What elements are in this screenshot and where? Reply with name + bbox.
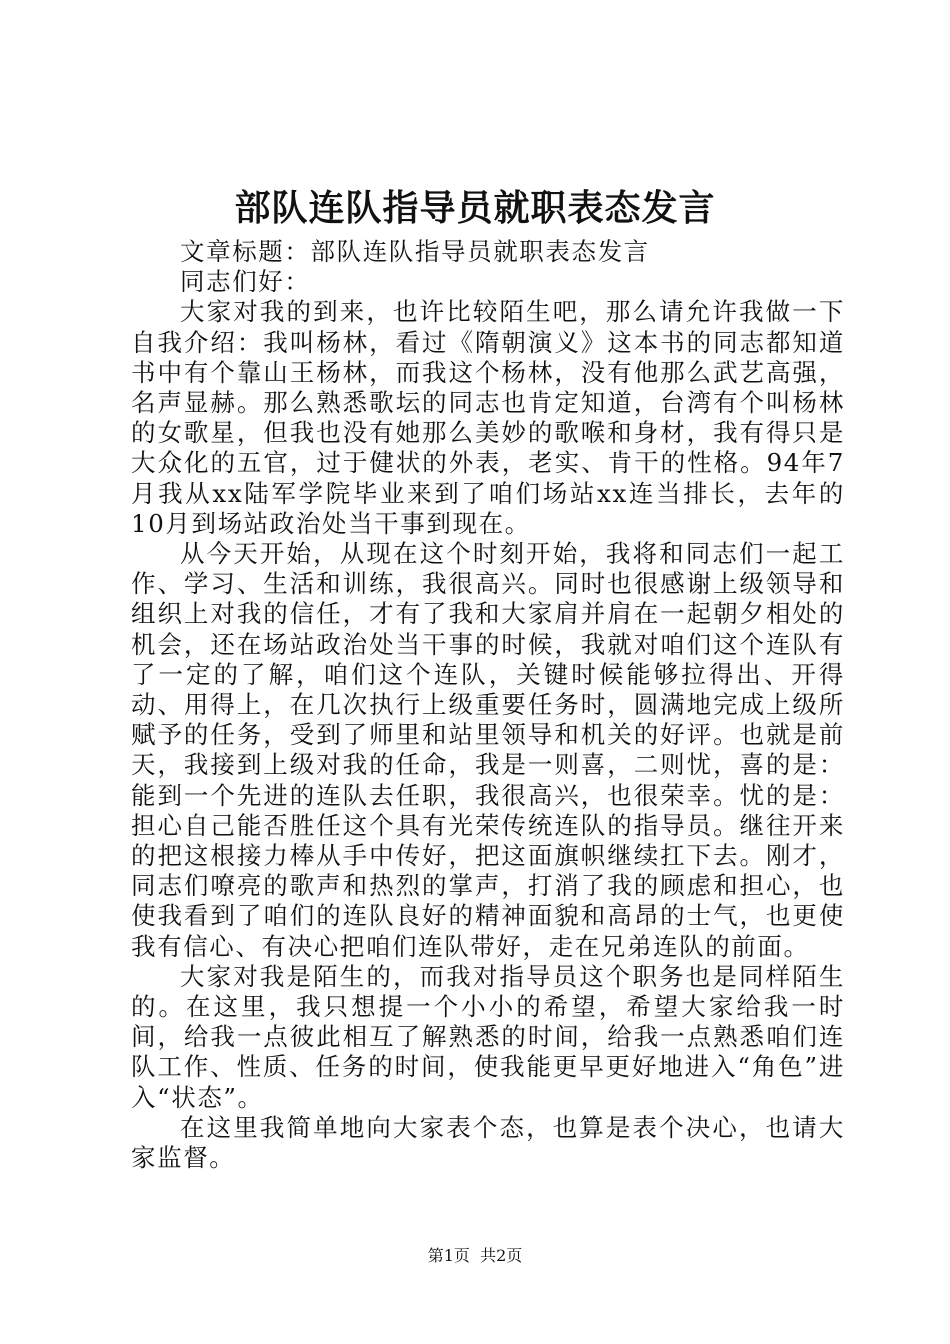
paragraph-request: 大家对我是陌生的，而我对指导员这个职务也是同样陌生的。在这里，我只想提一个小小的希望，希望大家给我一时间，给我一点彼此相互了解熟悉的时间，给我一点熟悉咱们连队工作、性质、任务的时间，使我能更早更好地进入“角色”进入“状态”。 (131, 961, 845, 1112)
paragraph-introduction: 大家对我的到来，也许比较陌生吧，那么请允许我做一下自我介绍：我叫杨林，看过《隋朝演义》这本书的同志都知道书中有个靠山王杨林，而我这个杨林，没有他那么武艺高强，名声显赫。那么熟悉歌坛的同志也肯定知道，台湾有个叫杨林的女歌星，但我也没有她那么美妙的歌喉和身材，我有得只是大众化的五官，过于健状的外表，老实、肯干的性格。94年7月我从xx陆军学院毕业来到了咱们场站xx连当排长，去年的10月到场站政治处当干事到现在。 (131, 297, 845, 538)
page-total: 共2页 (480, 1246, 523, 1265)
paragraph-commitment: 从今天开始，从现在这个时刻开始，我将和同志们一起工作、学习、生活和训练，我很高兴。同时也很感谢上级领导和组织上对我的信任，才有了我和大家肩并肩在一起朝夕相处的机会，还在场站政治处当干事的时候，我就对咱们这个连队有了一定的了解，咱们这个连队，关键时候能够拉得出、开得动、用得上，在几次执行上级重要任务时，圆满地完成上级所赋予的任务，受到了师里和站里领导和机关的好评。也就是前天，我接到上级对我的任命，我是一则喜，二则忧，喜的是：能到一个先进的连队去任职，我很高兴，也很荣幸。忧的是：担心自己能否胜任这个具有光荣传统连队的指导员。继往开来的把这根接力棒从手中传好，把这面旗帜继续扛下去。刚才，同志们嘹亮的歌声和热烈的掌声，打消了我的顾虑和担心，也使我看到了咱们的连队良好的精神面貌和高昂的士气，也更使我有信心、有决心把咱们连队带好，走在兄弟连队的前面。 (131, 539, 845, 961)
article-title-line: 文章标题：部队连队指导员就职表态发言 (180, 237, 650, 266)
document-title: 部队连队指导员就职表态发言 (234, 187, 716, 229)
page-number: 第1页 (427, 1246, 470, 1265)
paragraph-pledge: 在这里我简单地向大家表个态，也算是表个决心，也请大家监督。 (131, 1112, 845, 1173)
document-body (131, 237, 845, 1173)
page-footer (0, 1244, 950, 1268)
greeting-line: 同志们好： (180, 267, 311, 297)
